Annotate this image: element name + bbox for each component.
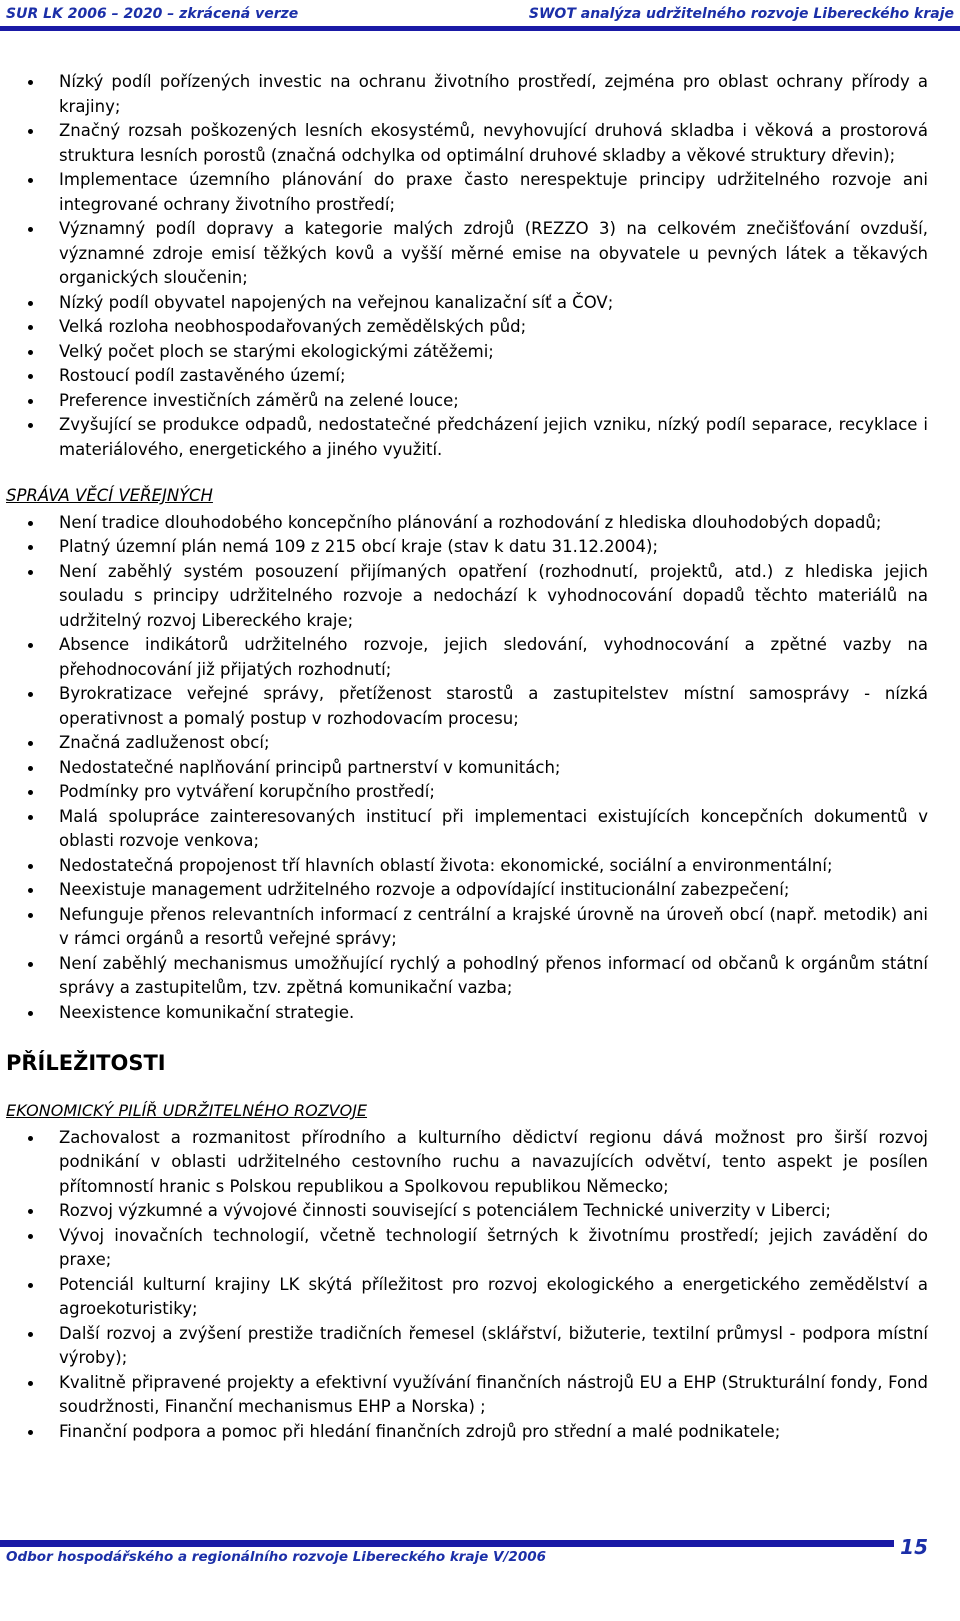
list-item: Nedostatečná propojenost tří hlavních oblastí života: ekonomické, sociální a environmentální; xyxy=(6,854,928,879)
list-item: Nefunguje přenos relevantních informací z centrální a krajské úrovně na úroveň obcí (např. metodik) ani v rámci orgánů a resortů veřejné správy; xyxy=(6,903,928,952)
header-left-title: SUR LK 2006 – 2020 – zkrácená verze xyxy=(6,6,299,22)
list-item: Podmínky pro vytváření korupčního prostředí; xyxy=(6,780,928,805)
list-item: Preference investičních záměrů na zelené louce; xyxy=(6,389,928,414)
page-content xyxy=(6,70,928,1444)
list-item: Nízký podíl obyvatel napojených na veřejnou kanalizační síť a ČOV; xyxy=(6,291,928,316)
list-item: Velký počet ploch se starými ekologickými zátěžemi; xyxy=(6,340,928,365)
footer-department: Odbor hospodářského a regionálního rozvoje Libereckého kraje V/2006 xyxy=(6,1549,546,1565)
list-item: Nízký podíl pořízených investic na ochranu životního prostředí, zejména pro oblast ochrany přírody a krajiny; xyxy=(6,70,928,119)
page-header xyxy=(6,2,954,26)
list-item: Potenciál kulturní krajiny LK skýtá příležitost pro rozvoj ekologického a energetického zemědělství a agroekoturistiky; xyxy=(6,1273,928,1322)
list-item: Zachovalost a rozmanitost přírodního a kulturního dědictví regionu dává možnost pro širší rozvoj podnikání v oblasti udržitelného cestovního ruchu a navazujících odvětví, tento aspekt je posílen přítomností hranic s Polskou republikou a Spolkovou republikou Německo; xyxy=(6,1126,928,1200)
footer-rule xyxy=(0,1540,894,1547)
list-item: Malá spolupráce zainteresovaných institucí při implementaci existujících koncepčních dokumentů v oblasti rozvoje venkova; xyxy=(6,805,928,854)
list-item: Rostoucí podíl zastavěného území; xyxy=(6,364,928,389)
header-rule xyxy=(0,26,960,31)
list-item: Neexistuje management udržitelného rozvoje a odpovídající institucionální zabezpečení; xyxy=(6,878,928,903)
list-item: Zvyšující se produkce odpadů, nedostatečné předcházení jejich vzniku, nízký podíl separace, recyklace i materiálového, energetického a jiného využití. xyxy=(6,413,928,462)
list-item: Rozvoj výzkumné a vývojové činnosti související s potenciálem Technické univerzity v Liberci; xyxy=(6,1199,928,1224)
list-item: Vývoj inovačních technologií, včetně technologií šetrných k životnímu prostředí; jejich zavádění do praxe; xyxy=(6,1224,928,1273)
list-item: Značný rozsah poškozených lesních ekosystémů, nevyhovující druhová skladba i věková a prostorová struktura lesních porostů (značná odchylka od optimální druhové skladby a věkové struktury dřevin); xyxy=(6,119,928,168)
heading-opportunities: PŘÍLEŽITOSTI xyxy=(6,1051,166,1075)
list-item: Absence indikátorů udržitelného rozvoje, jejich sledování, vyhodnocování a zpětné vazby na přehodnocování již přijatých rozhodnutí; xyxy=(6,633,928,682)
list-item: Neexistence komunikační strategie. xyxy=(6,1001,928,1026)
weakness-list-environment xyxy=(6,70,928,462)
list-item: Není tradice dlouhodobého koncepčního plánování a rozhodování z hlediska dlouhodobých dopadů; xyxy=(6,511,928,536)
list-item: Další rozvoj a zvýšení prestiže tradičních řemesel (sklářství, bižuterie, textilní průmysl - podpora místní výroby); xyxy=(6,1322,928,1371)
list-item: Velká rozloha neobhospodařovaných zemědělských půd; xyxy=(6,315,928,340)
weakness-list-public-administration xyxy=(6,511,928,1026)
list-item: Není zaběhlý systém posouzení přijímaných opatření (rozhodnutí, projektů, atd.) z hlediska jejich souladu s principy udržitelného rozvoje a nedochází k vyhodnocování dopadů těchto materiálů na udržitelný rozvoj Libereckého kraje; xyxy=(6,560,928,634)
list-item: Finanční podpora a pomoc při hledání finančních zdrojů pro střední a malé podnikatele; xyxy=(6,1420,928,1445)
list-item: Platný územní plán nemá 109 z 215 obcí kraje (stav k datu 31.12.2004); xyxy=(6,535,928,560)
section-title-public-administration: SPRÁVA VĚCÍ VEŘEJNÝCH xyxy=(6,486,213,505)
list-item: Významný podíl dopravy a kategorie malých zdrojů (REZZO 3) na celkovém znečišťování ovzduší, významné zdroje emisí těžkých kovů a vyšší měrné emise na obyvatele u pevných látek a těkavých organických sloučenin; xyxy=(6,217,928,291)
list-item: Není zaběhlý mechanismus umožňující rychlý a pohodlný přenos informací od občanů k orgánům státní správy a zastupitelům, tzv. zpětná komunikační vazba; xyxy=(6,952,928,1001)
list-item: Značná zadluženost obcí; xyxy=(6,731,928,756)
opportunity-list-economic xyxy=(6,1126,928,1445)
list-item: Implementace územního plánování do praxe často nerespektuje principy udržitelného rozvoje ani integrované ochrany životního prostředí; xyxy=(6,168,928,217)
page-number: 15 xyxy=(900,1535,928,1559)
list-item: Kvalitně připravené projekty a efektivní využívání finančních nástrojů EU a EHP (Strukturální fondy, Fond soudržnosti, Finanční mechanismus EHP a Norska) ; xyxy=(6,1371,928,1420)
section-title-economic-pillar: EKONOMICKÝ PILÍŘ UDRŽITELNÉHO ROZVOJE xyxy=(6,1101,368,1120)
header-right-title: SWOT analýza udržitelného rozvoje Libereckého kraje xyxy=(528,6,954,22)
list-item: Byrokratizace veřejné správy, přetíženost starostů a zastupitelstev místní samosprávy - nízká operativnost a pomalý postup v rozhodovacím procesu; xyxy=(6,682,928,731)
list-item: Nedostatečné naplňování principů partnerství v komunitách; xyxy=(6,756,928,781)
